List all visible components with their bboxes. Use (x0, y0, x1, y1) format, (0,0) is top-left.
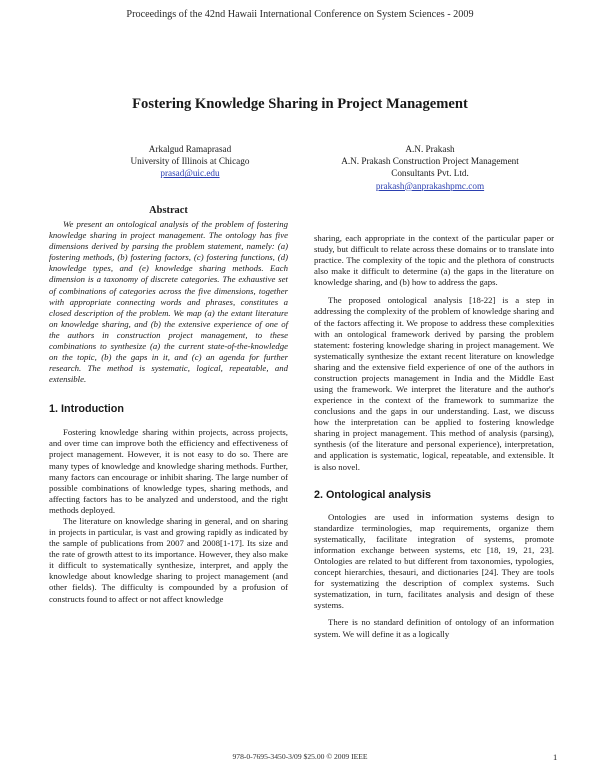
copyright-footer: 978-0-7695-3450-3/09 $25.00 © 2009 IEEE (232, 752, 368, 761)
author-affiliation-line2: Consultants Pvt. Ltd. (391, 168, 469, 179)
right-paragraph-1: sharing, each appropriate in the context of the particular paper or study, but difficult to relate across these domains or to translate into practice. The complexity of the topic and the plethora of constructs also make it difficult to determine (a) the gaps in the literature on knowledge sharing, and (b) how to address the gaps. (314, 233, 554, 288)
author-name: A.N. Prakash (405, 144, 455, 154)
left-column (49, 205, 288, 605)
abstract-heading: Abstract (149, 205, 188, 216)
ontology-paragraph-2: There is no standard definition of ontology of an information system. We will define it as a logically (314, 617, 554, 639)
section-heading-ontological-analysis: 2. Ontological analysis (314, 488, 432, 501)
author-block-2 (310, 143, 550, 192)
abstract-text: We present an ontological analysis of the problem of fostering knowledge sharing in project management. The ontology has five dimensions derived by parsing the problem statement, namely: (a) fostering methods, (b) fostering factors, (c) fostering functions, (d) knowledge types, and (e) knowledge sharing methods. Each dimension is a taxonomy of discrete categories. The exhaustive set of combinations of categories across the five dimensions, together with appropriate connecting words and phrases, constitutes a closed description of the problem. We map (a) the extant literature on knowledge sharing, and (b) the extensive experience of one of the authors in construction project management, to these combinations to synthesize (a) the current state-of-the-knowledge on the topic, (b) the gaps in it, and (c) an agenda for further research. The method is systematic, logical, repeatable, and extensible. (49, 219, 288, 385)
author-affiliation: A.N. Prakash Construction Project Management (341, 156, 519, 167)
right-paragraph-2: The proposed ontological analysis [18-22] is a step in addressing the complexity of the problem of knowledge sharing and of the factors affecting it. We propose to address these complexities with an ontological framework derived by parsing the problem statement: fostering knowledge sharing in project management. We systematically synthesize the extant recent literature on knowledge sharing and the extensive field experience of one of the authors in construction projects management in India and the Middle East using the framework. We interpret the literature and the author's experience in the context of the framework to summarize the conclusions and the gaps in our understanding. Last, we discuss how the interpretation can be applied to fostering knowledge sharing in project management. This method of analysis (parsing), synthesis (of the literature and personal experience), interpretation, and application is systematic, logical, repeatable, and extensible. It is also novel. (314, 295, 554, 472)
author-name: Arkalgud Ramaprasad (148, 144, 232, 154)
right-column (314, 233, 554, 640)
ontology-paragraph-1: Ontologies are used in information systems design to standardize terminologies, map requirements, organize them systematically, facilitate integration of systems, promote information exchange between systems, etc [18, 19, 21, 23]. Ontologies are related to but different from taxonomies, typologies, concept hierarchies, thesauri, and dictionaries [24]. They are tools for systematizing the description of complex systems. Such systematization, in turn, facilitates analysis and design of these systems. (314, 511, 554, 611)
page-number: 1 (553, 752, 558, 762)
section-heading-introduction: 1. Introduction (49, 403, 124, 416)
running-head: Proceedings of the 42nd Hawaii International Conference on System Sciences - 2009 (126, 9, 474, 20)
author-block-1 (70, 143, 310, 180)
intro-paragraph-1: Fostering knowledge sharing within projects, across projects, and over time can improve both the efficiency and effectiveness of project management. However, it is not easy to do so. There are many types of knowledge and knowledge sharing methods. Further, many factors can encourage or inhibit sharing. The large number of possible combinations of knowledge types, sharing methods, and affecting factors has to be analyzed and understood, and the right methods deployed. (49, 427, 288, 515)
author-email-link[interactable]: prakash@anprakashpmc.com (375, 180, 485, 191)
paper-title: Fostering Knowledge Sharing in Project Management (132, 96, 468, 112)
author-email-link[interactable]: prasad@uic.edu (160, 168, 220, 179)
author-affiliation: University of Illinois at Chicago (130, 156, 250, 167)
intro-paragraph-2: The literature on knowledge sharing in general, and on sharing in projects in particular, is vast and growing rapidly as indicated by the sample of publications from 2007 and 2008[1-17]. Its size and the rate of growth attest to its importance. However, they also make it difficult to systematically synthesize, interpret, and apply the knowledge about knowledge sharing to project management (and other fields). The difficulty is compounded by a profusion of constructs found to affect or not affect knowledge (49, 515, 288, 604)
